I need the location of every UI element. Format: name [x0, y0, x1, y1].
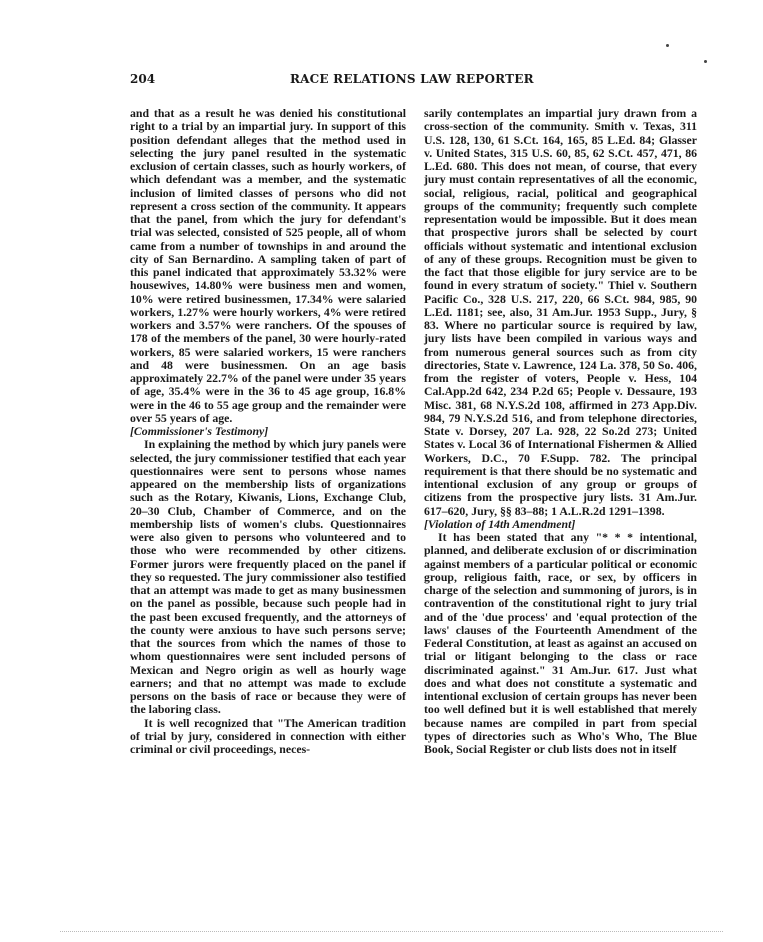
- bottom-scan-edge: [60, 931, 723, 932]
- subhead-commissioner-testimony: [Commissioner's Testimony]: [130, 424, 269, 438]
- scan-speck: [704, 60, 707, 63]
- running-head: RACE RELATIONS LAW REPORTER: [290, 72, 534, 86]
- left-column: [130, 107, 406, 756]
- scan-speck: [666, 44, 669, 47]
- right-paragraph-2: It has been stated that any "* * * intentional, planned, and deliberate exclusion of or discrimination against members of a particular political or economic group, religious faith, race, or sex, by officers in charge of the selection and summoning of jurors, is in contravention of the constitutional right to jury trial and of the 'due process' and 'equal protection of the laws' clauses of the Fourteenth Amendment of the Federal Constitution, at least as against an accused on trial or litigant belonging to the class or race discriminated against." 31 Am.Jur. 617. Just what does and what does not constitute a systematic and intentional exclusion of certain groups has never been too well defined but it is well established that merely because names are compiled in part from special types of directories such as Who's Who, The Blue Book, Social Register or club lists does not in itself: [424, 530, 697, 756]
- left-paragraph-3: It is well recognized that "The American tradition of trial by jury, considered in connection with either criminal or civil proceedings, neces-: [130, 715, 406, 756]
- subhead-violation-14th-amendment: [Violation of 14th Amendment]: [424, 516, 576, 531]
- left-paragraph-2: In explaining the method by which jury panels were selected, the jury commissioner testified that each year questionnaires were sent to persons whose names appeared on the membership lists of organizations such as the Rotary, Kiwanis, Lions, Exchange Club, 20–30 Club, Chamber of Commerce, and on the membership lists of women's clubs. Questionnaires were also given to persons who volunteered and to those who were recommended by other citizens. Former jurors were frequently placed on the panel if they so requested. The jury commissioner also testified that an attempt was made to get as many businessmen on the panel as possible, because such people had in the past been excused frequently, and the attorneys of the county were anxious to have such persons serve; that the sources from which the names of those to whom questionnaires were sent included persons of Mexican and Negro origin as well as hourly wage earners; and that no attempt was made to exclude persons on the basis of race or because they were of the laboring class.: [130, 437, 406, 717]
- right-paragraph-1: sarily contemplates an impartial jury drawn from a cross-section of the community. Smith v. Texas, 311 U.S. 128, 130, 61 S.Ct. 164, 165, 85 L.Ed. 84; Glasser v. United States, 315 U.S. 60, 85, 62 S.Ct. 457, 471, 86 L.Ed. 680. This does not mean, of course, that every jury must contain representatives of all the economic, social, religious, racial, political and geographical groups of the community; frequently such complete representation would be impossible. But it does mean that prospective jurors shall be selected by court officials without systematic and intentional exclusion of any of these groups. Recognition must be given to the fact that those eligible for jury service are to be found in every stratum of society." Thiel v. Southern Pacific Co., 328 U.S. 217, 220, 66 S.Ct. 984, 985, 90 L.Ed. 1181; see, also, 31 Am.Jur. 1953 Supp., Jury, § 83. Where no particular source is required by law, jury lists have been compiled in various ways and from numerous general sources such as from city directories, State v. Lawrence, 124 La. 378, 50 So. 406, from the register of voters, People v. Hess, 104 Cal.App.2d 642, 234 P.2d 65; People v. Dessaure, 193 Misc. 381, 68 N.Y.S.2d 108, affirmed in 273 App.Div. 984, 79 N.Y.S.2d 516, and from telephone directories, State v. Dorsey, 207 La. 928, 22 So.2d 273; United States v. Local 36 of International Fishermen & Allied Workers, D.C., 70 F.Supp. 782. The principal requirement is that there should be no systematic and intentional exclusion of any group or groups of citizens from the prospective jury lists. 31 Am.Jur. 617–620, Jury, §§ 83–88; 1 A.L.R.2d 1291–1398.: [424, 106, 697, 518]
- page-number: 204: [130, 72, 156, 86]
- right-column: [424, 107, 697, 756]
- left-paragraph-1: and that as a result he was denied his constitutional right to a trial by an impartial jury. In support of this position defendant alleges that the method used in selecting the jury panel resulted in the systematic exclusion of certain classes, such as hourly workers, of which defendant was a member, and the systematic inclusion of limited classes of persons who did not represent a cross section of the community. It appears that the panel, from which the jury for defendant's trial was selected, consisted of 525 people, all of whom came from a number of townships in and around the city of San Bernardino. A sampling taken of part of this panel indicated that approximately 53.32% were housewives, 14.80% were business men and women, 10% were retired businessmen, 17.34% were salaried workers, 1.27% were hourly workers, 4% were retired workers and 3.57% were ranchers. Of the spouses of 178 of the members of the panel, 30 were hourly-rated workers, 85 were salaried workers, 15 were ranchers and 48 were businessmen. On an age basis approximately 22.7% of the panel were under 35 years of age, 35.4% were in the 36 to 45 age group, 16.8% were in the 46 to 55 age group and the remainder were over 55 years of age.: [130, 106, 406, 425]
